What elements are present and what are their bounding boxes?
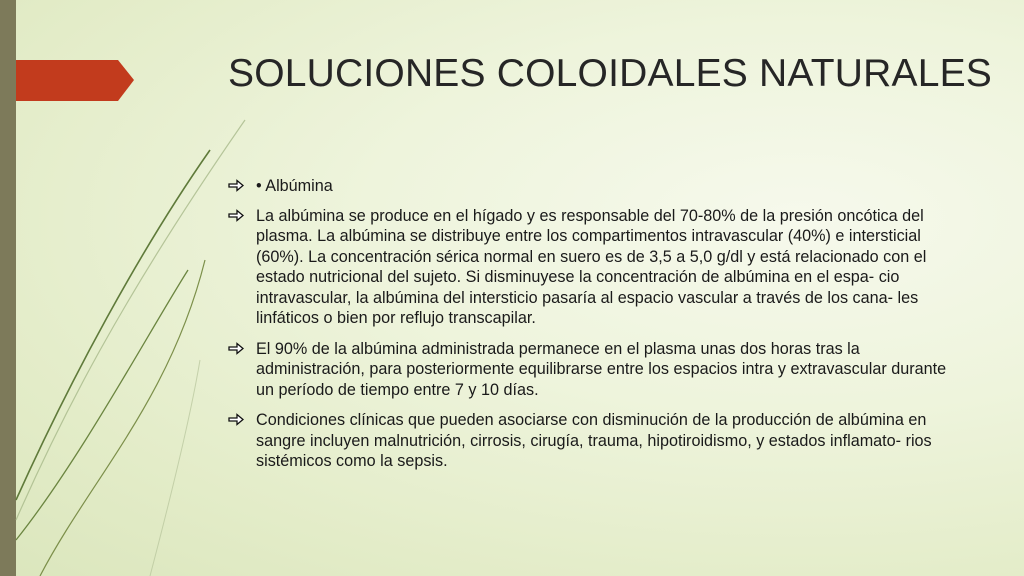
arrow-right-icon: [228, 342, 244, 355]
list-item: [228, 339, 968, 401]
list-item-text: La albúmina se produce en el hígado y es responsable del 70-80% de la presión oncótica del plasma. La albúmina se distribuye entre los compartimentos intravascular (40%) e intersticial (60%). La concentración sérica normal en suero es de 3,5 a 5,0 g/dl y está relacionado con el estado nutricional del sujeto. Si disminuyese la concentración de albúmina en el espa- cio intravascular, la albúmina del intersticio pasaría al espacio vascular a través de los cana- les linfáticos o bien por reflujo transcapilar.: [256, 206, 927, 327]
decorative-curve: [150, 360, 200, 576]
list-item-text: El 90% de la albúmina administrada permanece en el plasma unas dos horas tras la administración, para posteriormente equilibrarse entre los espacios intra y extravascular durante un período de tiempo entre 7 y 10 días.: [256, 339, 947, 399]
list-item: [228, 410, 968, 472]
list-item: [228, 176, 968, 197]
list-item-text: Condiciones clínicas que pueden asociarse con disminución de la producción de albúmina en sangre incluyen malnutrición, cirrosis, cirugía, trauma, hipotiroidismo, y estados inflamato- rios sistémicos como la sepsis.: [256, 411, 932, 470]
title-accent-arrow: [16, 60, 134, 101]
list-item-text: • Albúmina: [256, 177, 333, 195]
bullet-list: [228, 176, 968, 482]
list-item: [228, 206, 968, 329]
decorative-curve: [16, 270, 188, 540]
arrow-right-icon: [228, 413, 244, 426]
decorative-curve: [16, 150, 210, 500]
arrow-right-icon: [228, 209, 244, 222]
decorative-curve: [16, 120, 245, 520]
arrow-right-icon: [228, 179, 244, 192]
slide-title: SOLUCIONES COLOIDALES NATURALES: [228, 52, 993, 95]
